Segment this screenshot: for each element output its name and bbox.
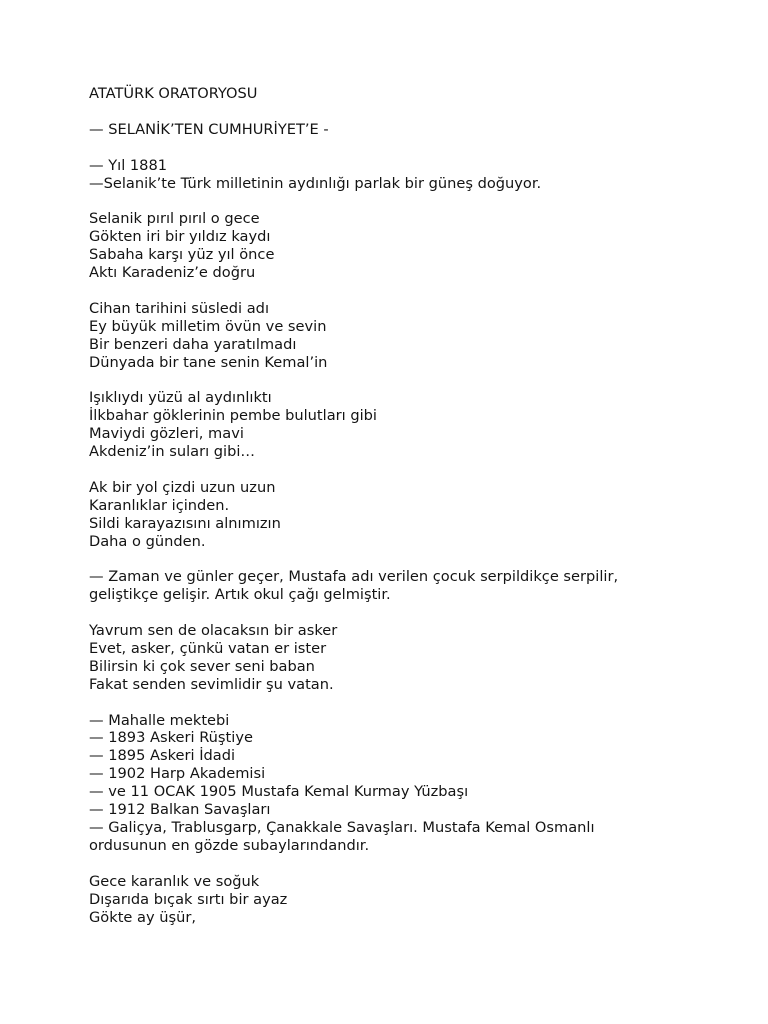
text-line: Evet, asker, çünkü vatan er ister <box>89 639 327 657</box>
text-line: İlkbahar göklerinin pembe bulutları gibi <box>89 407 377 425</box>
spacer <box>89 461 749 479</box>
text-line: — ve 11 OCAK 1905 Mustafa Kemal Kurmay Yüzbaşı <box>89 783 469 801</box>
text-line: Ey büyük milletim övün ve sevin <box>89 317 327 335</box>
text-line: — 1893 Askeri Rüştiye <box>89 729 253 747</box>
text-line: Bir benzeri daha yaratılmadı <box>89 335 297 353</box>
spacer <box>89 103 749 121</box>
text-line: Akdeniz’in suları gibi… <box>89 443 255 461</box>
text-line: Daha o günden. <box>89 532 206 550</box>
text-line: Karanlıklar içinden. <box>89 496 230 514</box>
stanza <box>89 712 749 855</box>
text-line: — Mahalle mektebi <box>89 711 230 729</box>
spacer <box>89 282 749 300</box>
text-line: Yavrum sen de olacaksın bir asker <box>89 622 338 640</box>
text-line: — Galiçya, Trablusgarp, Çanakkale Savaşları. Mustafa Kemal Osmanlı <box>89 819 595 837</box>
text-line: ordusunun en gözde subaylarındandır. <box>89 836 370 854</box>
text-line: Işıklıydı yüzü al aydınlıktı <box>89 389 272 407</box>
document-subtitle: — SELANİK’TEN CUMHURİYET’E - <box>89 120 329 138</box>
text-line: Bilirsin ki çok sever seni baban <box>89 657 315 675</box>
text-line: Fakat senden sevimlidir şu vatan. <box>89 675 334 693</box>
text-line: geliştikçe gelişir. Artık okul çağı gelmiştir. <box>89 586 391 604</box>
text-line: Dışarıda bıçak sırtı bir ayaz <box>89 890 288 908</box>
text-line: Sabaha karşı yüz yıl önce <box>89 246 275 264</box>
stanza <box>89 157 749 193</box>
text-line: — 1902 Harp Akademisi <box>89 765 266 783</box>
text-line: — Zaman ve günler geçer, Mustafa adı verilen çocuk serpildikçe serpilir, <box>89 568 619 586</box>
text-line: — Yıl 1881 <box>89 156 168 174</box>
stanza <box>89 300 749 372</box>
text-line: Sildi karayazısını alnımızın <box>89 514 281 532</box>
spacer <box>89 604 749 622</box>
spacer <box>89 550 749 568</box>
document-title: ATATÜRK ORATORYOSU <box>89 85 258 102</box>
stanza <box>89 389 749 461</box>
spacer <box>89 694 749 712</box>
text-line: Gökten iri bir yıldız kaydı <box>89 228 271 246</box>
spacer <box>89 192 749 210</box>
text-line: Cihan tarihini süsledi adı <box>89 299 269 317</box>
stanza <box>89 210 749 282</box>
text-line: Ak bir yol çizdi uzun uzun <box>89 478 276 496</box>
text-line: Maviydi gözleri, mavi <box>89 425 244 443</box>
text-line: — 1895 Askeri İdadi <box>89 747 236 765</box>
spacer <box>89 371 749 389</box>
text-line: — 1912 Balkan Savaşları <box>89 801 271 819</box>
poem-body <box>89 157 749 927</box>
text-line: —Selanik’te Türk milletinin aydınlığı parlak bir güneş doğuyor. <box>89 174 542 192</box>
stanza <box>89 479 749 551</box>
spacer <box>89 139 749 157</box>
text-line: Gökte ay üşür, <box>89 908 196 926</box>
stanza <box>89 873 749 927</box>
stanza <box>89 622 749 694</box>
spacer <box>89 855 749 873</box>
text-line: Selanik pırıl pırıl o gece <box>89 210 260 228</box>
text-line: Gece karanlık ve soğuk <box>89 872 260 890</box>
stanza <box>89 568 749 604</box>
text-line: Aktı Karadeniz’e doğru <box>89 264 256 282</box>
text-line: Dünyada bir tane senin Kemal’in <box>89 353 328 371</box>
document-page <box>89 85 749 926</box>
